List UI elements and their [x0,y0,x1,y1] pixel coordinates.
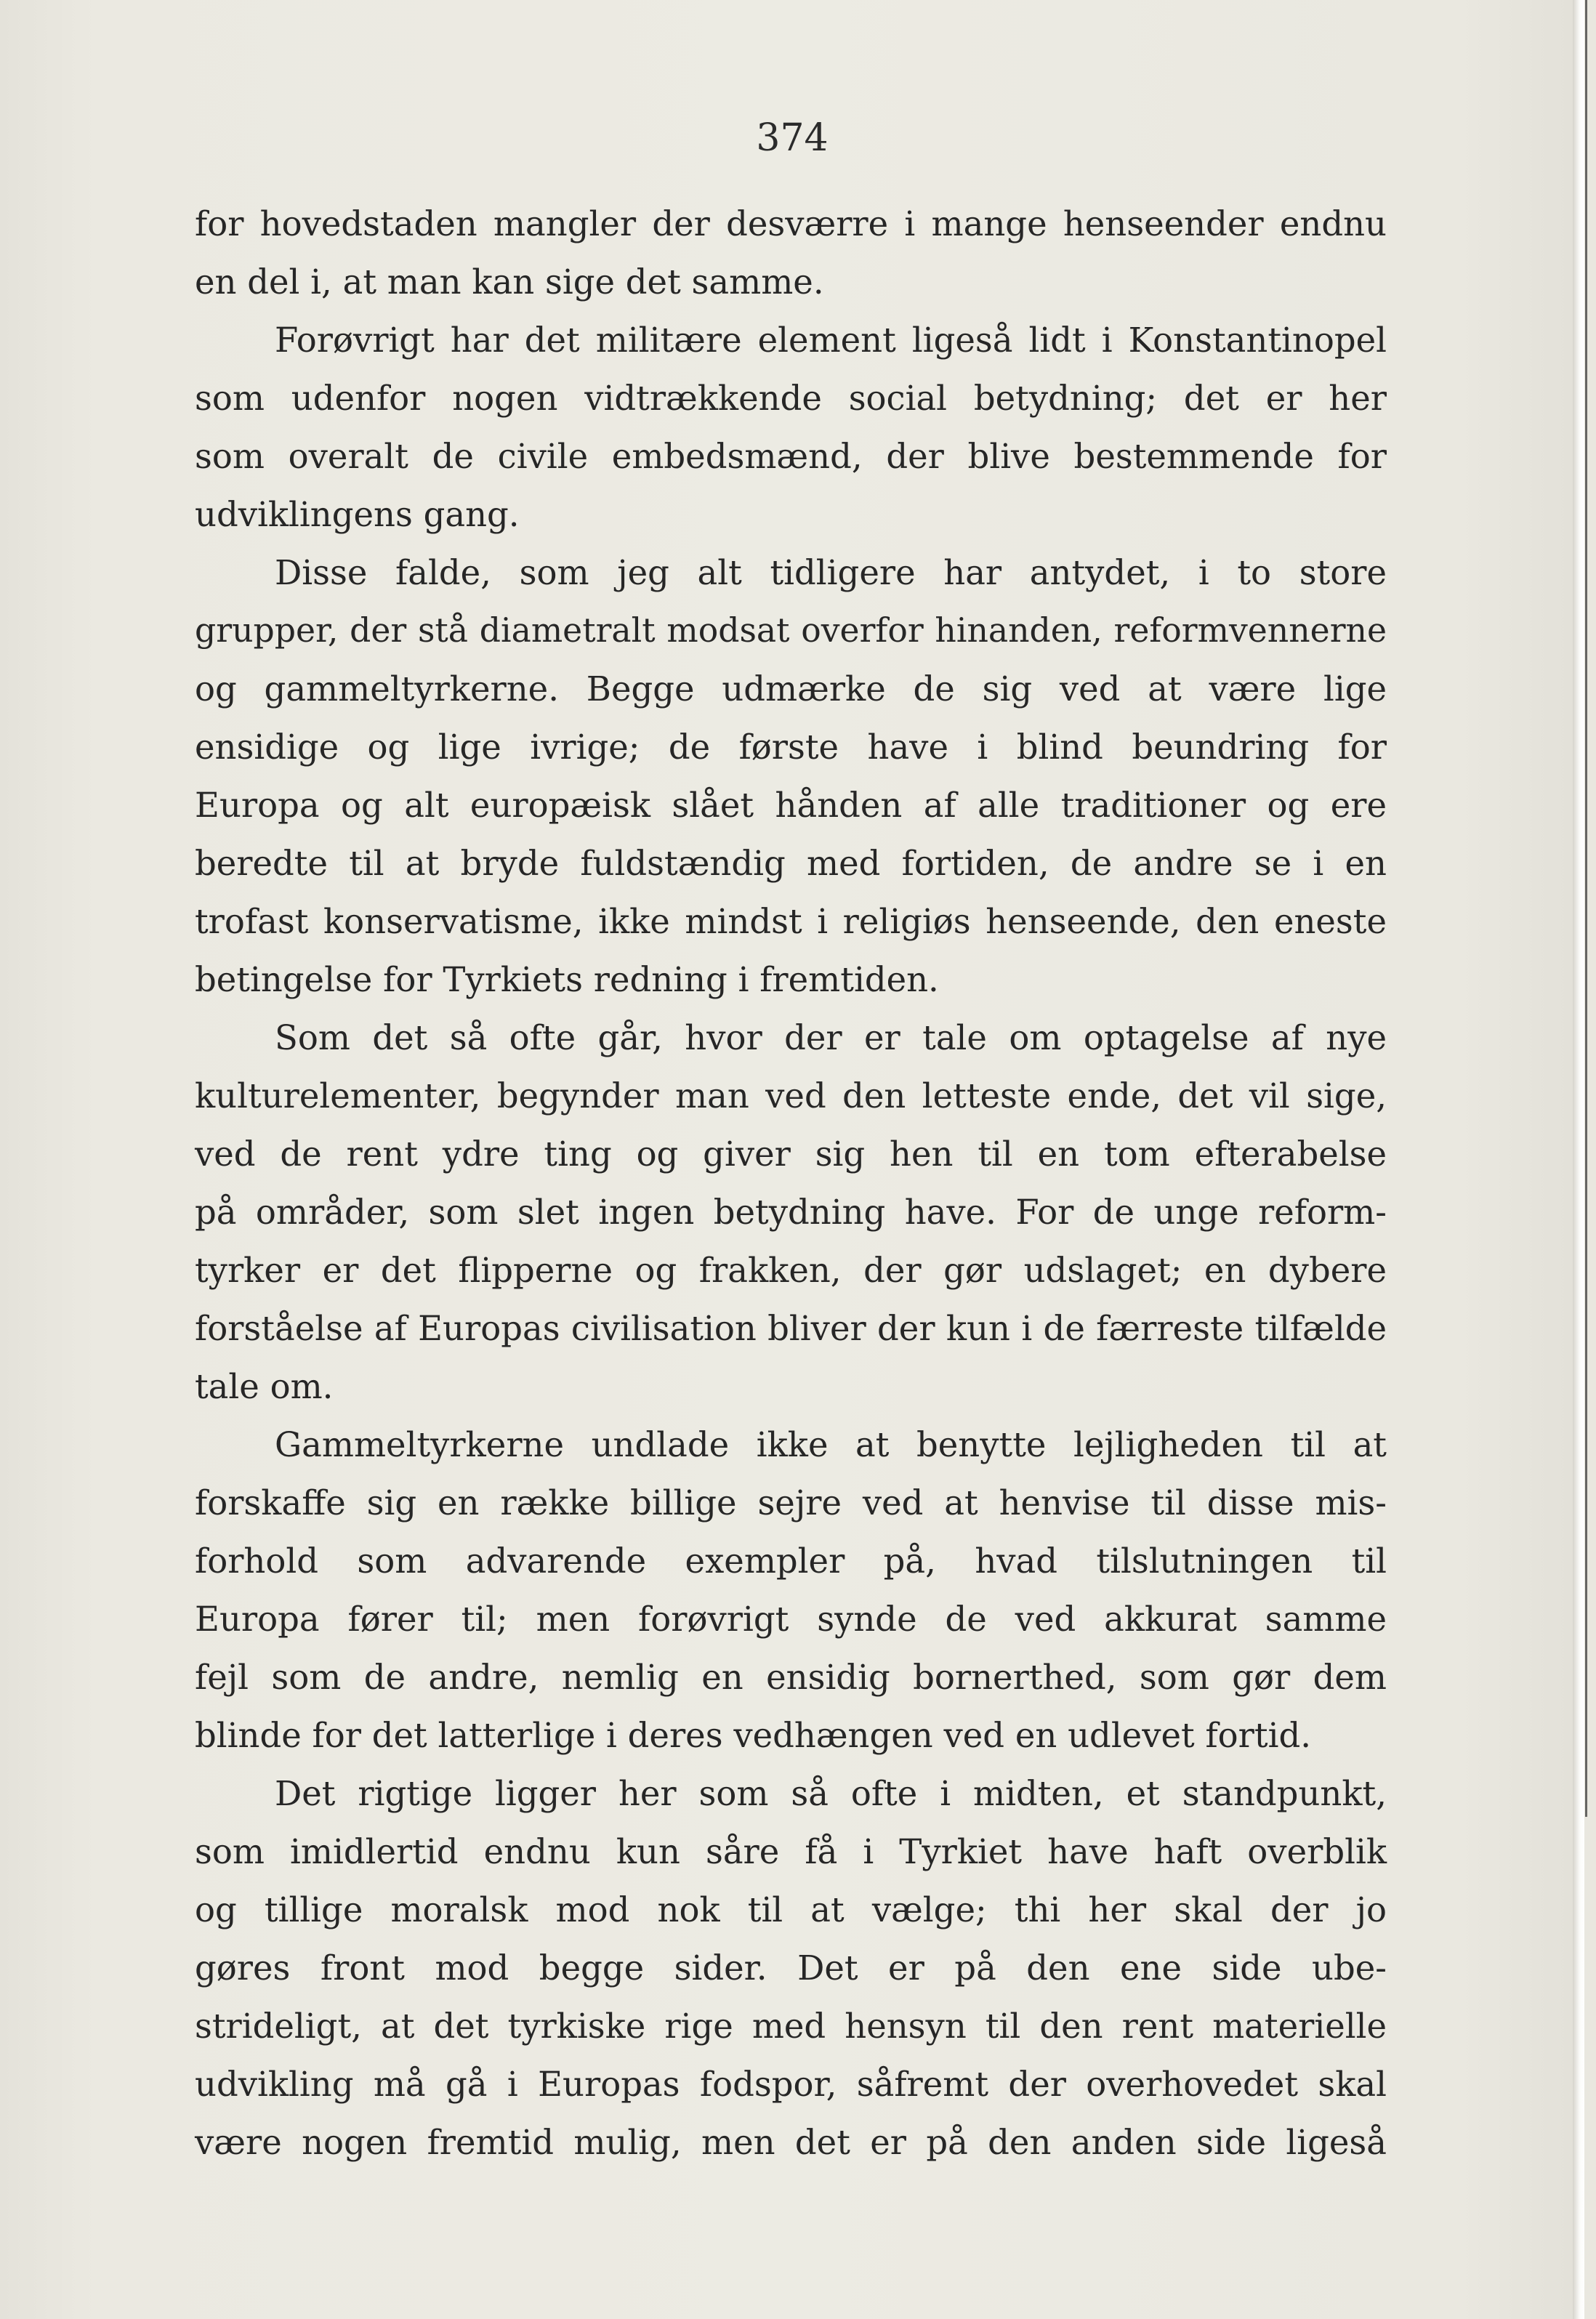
body-text [195,195,1387,2171]
text-line: kulturelementer, begynder man ved den letteste ende, det vil sige, [195,1076,1387,1116]
text-line: grupper, der stå diametralt modsat overfor hinanden, reformvennerne [195,611,1387,650]
text-line: Europa og alt europæisk slået hånden af alle traditioner og ere [195,786,1387,825]
text-line: tyrker er det flipperne og frakken, der gør udslaget; en dybere [195,1251,1387,1290]
text-line: beredte til at bryde fuldstændig med fortiden, de andre se i en [195,844,1387,883]
text-line: Forøvrigt har det militære element ligeså lidt i Konstantinopel [275,320,1387,360]
text-line: Gammeltyrkerne undlade ikke at benytte lejligheden til at [275,1425,1387,1464]
text-line: betingelse for Tyrkiets redning i fremtiden. [195,960,939,999]
text-line: gøres front mod begge sider. Det er på den ene side ube- [195,1948,1387,1988]
text-line: forskaffe sig en række billige sejre ved at henvise til disse mis- [195,1483,1387,1523]
text-line: strideligt, at det tyrkiske rige med hensyn til den rent materielle [195,2007,1387,2046]
page-edge [1573,0,1584,2319]
text-line: tale om. [195,1367,334,1406]
text-line: Som det så ofte går, hvor der er tale om optagelse af nye [275,1018,1387,1057]
text-line: som udenfor nogen vidtrækkende social betydning; det er her [195,379,1387,418]
text-line: blinde for det latterlige i deres vedhængen ved en udlevet fortid. [195,1716,1311,1755]
text-line: forhold som advarende exempler på, hvad tilslutningen til [195,1541,1387,1581]
text-line: udviklingens gang. [195,495,520,534]
text-line: på områder, som slet ingen betydning have. For de unge reform- [195,1193,1387,1232]
text-line: Europa fører til; men forøvrigt synde de ved akkurat samme [195,1600,1387,1639]
text-line: for hovedstaden mangler der desværre i mange henseender endnu [195,204,1387,243]
text-line: som imidlertid endnu kun såre få i Tyrkiet have haft overblik [195,1832,1387,1871]
text-line: en del i, at man kan sige det samme. [195,262,824,302]
text-line: Det rigtige ligger her som så ofte i midten, et standpunkt, [275,1774,1387,1813]
text-line: trofast konservatisme, ikke mindst i religiøs henseende, den eneste [195,902,1387,941]
text-line: som overalt de civile embedsmænd, der blive bestemmende for [195,437,1387,476]
page-fold-line [1585,0,1587,1817]
text-line: forståelse af Europas civilisation bliver der kun i de færreste tilfælde [195,1309,1387,1348]
text-line: fejl som de andre, nemlig en ensidig bornerthed, som gør dem [195,1658,1387,1697]
text-line: udvikling må gå i Europas fodspor, såfremt der overhovedet skal [195,2065,1387,2104]
text-line: Disse falde, som jeg alt tidligere har antydet, i to store [275,553,1387,592]
text-line: og gammeltyrkerne. Begge udmærke de sig ved at være lige [195,669,1387,709]
text-line: ved de rent ydre ting og giver sig hen til en tom efterabelse [195,1134,1387,1174]
text-line: være nogen fremtid mulig, men det er på den anden side ligeså [195,2123,1387,2162]
text-line: ensidige og lige ivrige; de første have i blind beundring for [195,727,1387,767]
page-number: 374 [756,116,829,160]
text-line: og tillige moralsk mod nok til at vælge; thi her skal der jo [195,1890,1387,1929]
